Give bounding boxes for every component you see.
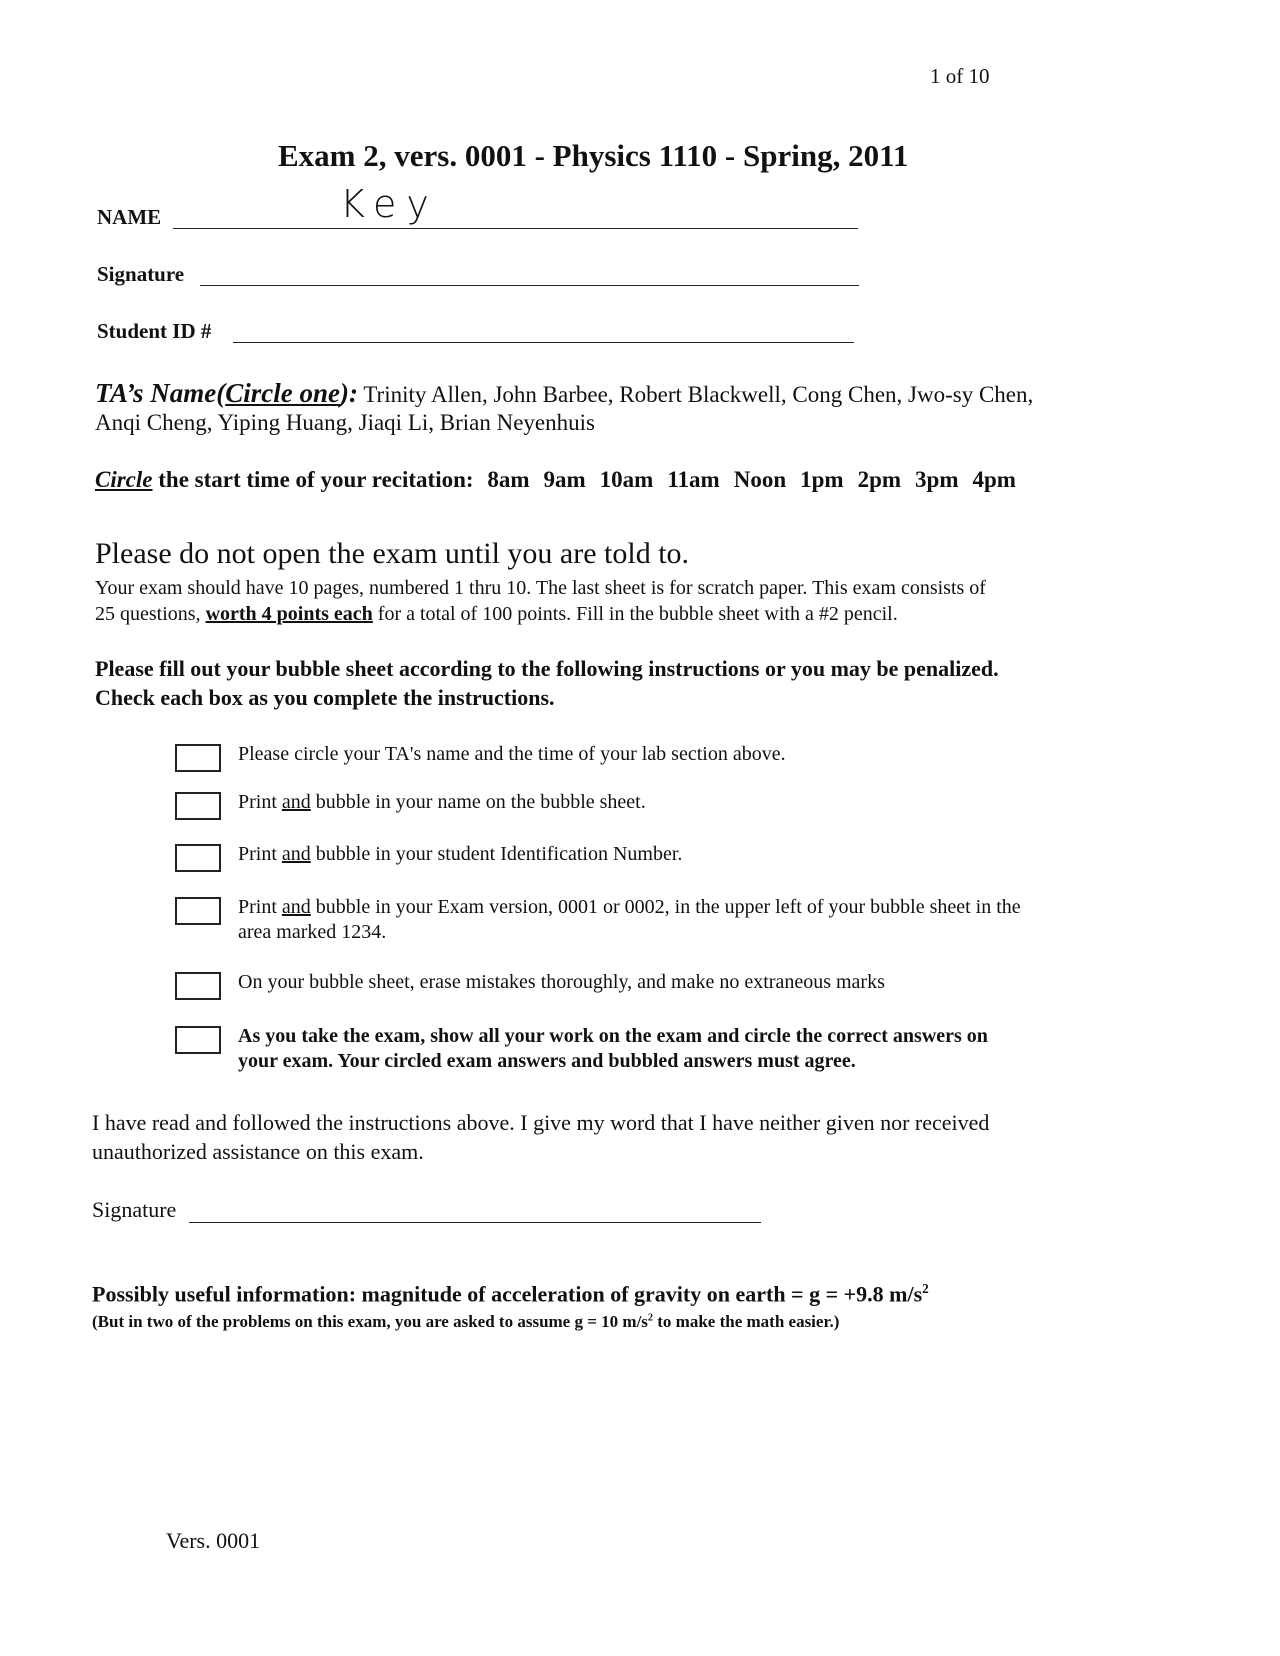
recitation-time-option[interactable]: 8am [487,467,530,492]
instruction-text-post: bubble in your Exam version, 0001 or 0002, in the upper left of your bubble sheet in the [310,896,1021,918]
instruction-item [238,970,885,995]
intro-text-c: for a total of 100 points. Fill in the bubble sheet with a #2 pencil. [372,603,898,625]
instruction-item [238,842,682,867]
recitation-circle-word: Circle [95,467,153,492]
useful-info-text: Possibly useful information: magnitude of acceleration of gravity on earth = g = +9.8 m/s [92,1281,923,1307]
ta-names-line1 [95,378,1033,409]
pledge-line1: I have read and followed the instructions above. I give my word that I have neither given nor received [92,1110,990,1135]
name-handwritten-value: Key [340,182,439,226]
useful-info-note-a: (But in two of the problems on this exam, you are asked to assume g = 10 m/s [92,1312,648,1331]
recitation-time-option[interactable]: 3pm [915,467,959,492]
recitation-time-option[interactable]: 9am [543,467,586,492]
recitation-time-option[interactable]: 1pm [800,467,844,492]
instruction-text-line2: area marked 1234. [238,921,387,943]
instruction-text: Please circle your TA's name and the time of your lab section above. [238,743,786,765]
pledge-signature-label: Signature [92,1197,177,1222]
instruction-item [238,790,646,815]
instruction-text-line2: your exam. Your circled exam answers and bubbled answers must agree. [238,1050,856,1072]
student-id-label: Student ID # [97,319,212,343]
instruction-text-pre: Print [238,843,282,865]
recitation-line [95,467,1016,493]
recitation-time-option[interactable]: 11am [667,467,720,492]
intro-line2 [95,603,898,626]
recitation-time-option[interactable]: 2pm [857,467,902,492]
notice-heading: Please do not open the exam until you are told to. [95,537,690,570]
intro-line1: Your exam should have 10 pages, numbered 1 thru 10. The last sheet is for scratch paper. This exam consists of [95,577,986,599]
name-field[interactable] [173,228,858,229]
instruction-text-underlined: and [281,791,311,813]
recitation-times [479,467,1016,492]
instruction-checkbox[interactable] [175,972,221,1000]
name-label: NAME [97,205,162,229]
instruction-item [238,895,1021,945]
recitation-time-option[interactable]: Noon [733,467,787,492]
useful-info-note-b: to make the math easier.) [653,1312,840,1331]
ta-label-suffix: ): [339,378,358,408]
exam-title: Exam 2, vers. 0001 - Physics 1110 - Spring, 2011 [278,138,909,173]
instruction-checkbox[interactable] [175,844,221,872]
recitation-text: the start time of your recitation: [152,467,474,492]
useful-info-sup: 2 [922,1281,929,1296]
instruction-text-post: bubble in your name on the bubble sheet. [310,791,646,813]
instruction-item [238,1024,988,1074]
instruction-item [238,742,786,767]
useful-info-line2 [92,1312,839,1332]
instruction-text-underlined: and [281,896,311,918]
footer-version: Vers. 0001 [166,1528,261,1553]
page-number: 1 of 10 [930,64,990,88]
ta-names-line2: Anqi Cheng, Yiping Huang, Jiaqi Li, Brian Neyenhuis [95,410,595,435]
instruction-checkbox[interactable] [175,792,221,820]
instruction-checkbox[interactable] [175,897,221,925]
ta-circle-one: Circle one [225,378,340,408]
pledge-line2: unauthorized assistance on this exam. [92,1139,424,1164]
ta-names-list-1: Trinity Allen, John Barbee, Robert Blackwell, Cong Chen, Jwo-sy Chen, [363,382,1034,407]
intro-text-a: 25 questions, [95,603,206,625]
intro-points-emphasis: worth 4 points each [205,603,373,625]
ta-label: TA’s Name( [95,378,226,408]
signature-field[interactable] [200,285,859,286]
instruction-checkbox[interactable] [175,1026,221,1054]
instruction-text-underlined: and [281,843,311,865]
useful-info-line1 [92,1281,929,1307]
instructions-heading-1: Please fill out your bubble sheet according to the following instructions or you may be penalized. [95,656,999,681]
useful-info-note-sup: 2 [647,1312,654,1324]
instruction-text-pre: Print [238,791,282,813]
instruction-text-pre: Print [238,896,282,918]
recitation-time-option[interactable]: 10am [599,467,654,492]
signature-label: Signature [97,262,185,286]
recitation-time-option[interactable]: 4pm [972,467,1016,492]
instructions-heading-2: Check each box as you complete the instructions. [95,685,555,710]
pledge-signature-field[interactable] [189,1222,761,1223]
instruction-text-post: bubble in your student Identification Number. [310,843,683,865]
student-id-field[interactable] [233,342,854,343]
instruction-checkbox[interactable] [175,744,221,772]
instruction-text: As you take the exam, show all your work on the exam and circle the correct answers on [238,1025,988,1047]
instruction-text: On your bubble sheet, erase mistakes thoroughly, and make no extraneous marks [238,971,885,993]
